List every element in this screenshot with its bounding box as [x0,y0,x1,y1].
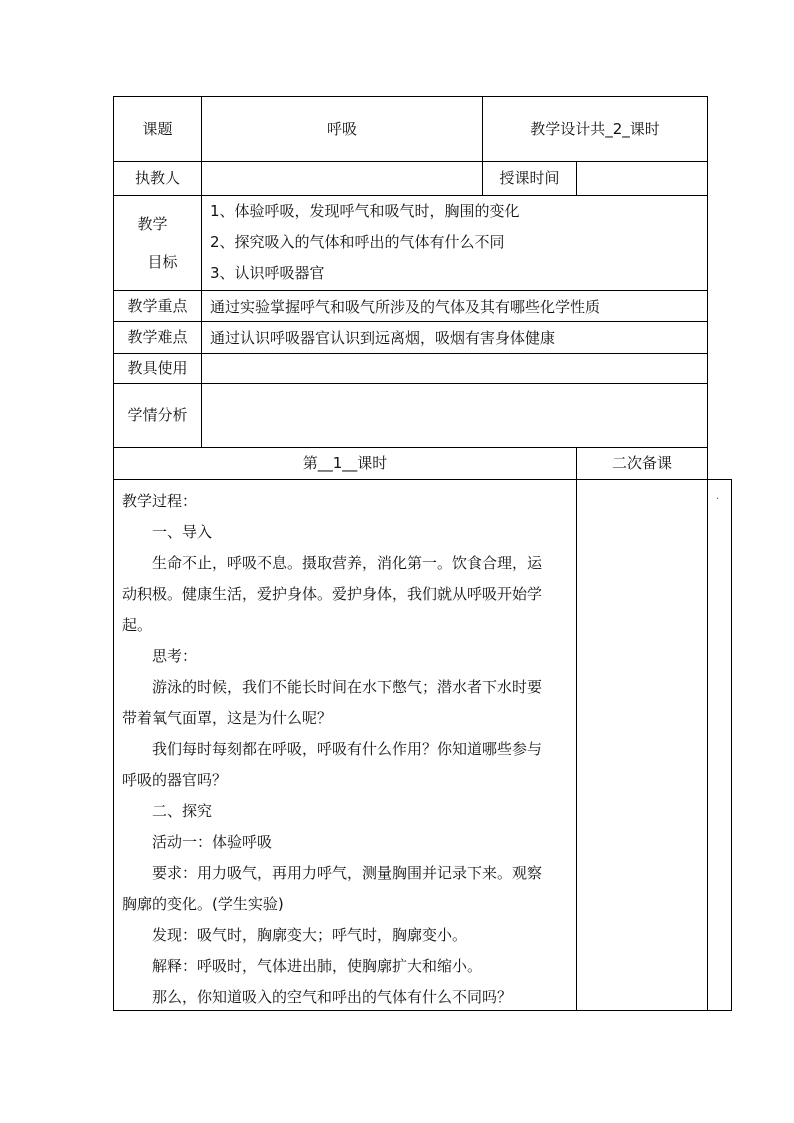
process-line: 要求：用力吸气，再用力呼气，测量胸围并记录下来。观察 [152,864,543,882]
key-points-value-cell [201,290,708,322]
topic-label-cell [113,96,202,162]
goals-label-line2: 目标 [147,253,178,271]
goals-label-cell [113,195,202,291]
time-label: 授课时间 [499,169,560,187]
time-value-cell [576,161,708,196]
teacher-label: 执教人 [134,169,180,187]
goal-item: 3、认识呼吸器官 [210,264,325,282]
session-title: 第__1__课时 [302,454,388,472]
process-line: 活动一：体验呼吸 [152,833,273,851]
analysis-value-cell [201,383,708,448]
key-points-value: 通过实验掌握呼气和吸气所涉及的气体及其有哪些化学性质 [210,297,601,316]
tools-label-cell [113,353,202,384]
process-line: 动积极。健康生活，爱护身体。爱护身体，我们就从呼吸开始学 [122,585,543,603]
process-line: 带着氧气面罩，这是为什么呢？ [122,709,333,727]
design-info: 教学设计共_2_课时 [530,119,660,138]
process-line: 呼吸的器官吗？ [122,771,228,789]
section-heading: 一、导入 [152,523,213,541]
key-points-label-cell [113,290,202,322]
topic-value: 呼吸 [326,119,357,138]
process-line: 胸廓的变化。(学生实验) [122,895,284,913]
teacher-label-cell [113,161,202,196]
goals-label-line1: 教学 [137,215,168,233]
process-line: 起。 [122,616,153,634]
analysis-label-cell [113,383,202,448]
process-line: 那么，你知道吸入的空气和呼出的气体有什么不同吗？ [152,988,513,1006]
process-line: 发现：吸气时，胸廓变大；呼气时，胸廓变小。 [152,926,468,944]
difficulties-value: 通过认识呼吸器官认识到远离烟，吸烟有害身体健康 [210,329,556,347]
session-title-cell [113,447,577,480]
teaching-process [113,479,577,1011]
process-line: 解释：呼吸时，气体进出肺，使胸廓扩大和缩小。 [152,957,483,975]
process-line: 我们每时每刻都在呼吸，呼吸有什么作用？你知道哪些参与 [152,740,543,758]
design-info-cell [482,96,708,162]
stray-mark: · [716,494,720,505]
topic-label: 课题 [142,119,173,138]
goals-list [201,195,708,291]
time-label-cell [482,161,577,196]
difficulties-label-cell [113,321,202,354]
key-points-label: 教学重点 [127,296,188,315]
difficulties-label: 教学难点 [127,328,188,346]
goal-item: 2、探究吸入的气体和呼出的气体有什么不同 [210,233,505,251]
process-heading: 教学过程： [122,492,198,510]
topic-value-cell [201,96,483,162]
analysis-label: 学情分析 [127,406,188,424]
tools-label: 教具使用 [127,359,188,377]
second-prep-label-cell [576,447,708,480]
teacher-value-cell [201,161,483,196]
second-prep-notes-cell [576,479,708,1011]
second-prep-label: 二次备课 [611,454,672,472]
section-heading: 二、探究 [152,802,213,820]
goal-item: 1、体验呼吸，发现呼气和吸气时，胸围的变化 [210,202,520,220]
process-line: 思考： [152,647,198,665]
tools-value-cell [201,353,708,384]
process-line: 生命不止，呼吸不息。摄取营养，消化第一。饮食合理，运 [152,554,543,572]
difficulties-value-cell [201,321,708,354]
process-line: 游泳的时候，我们不能长时间在水下憋气；潜水者下水时要 [152,678,543,696]
outer-margin-cell [707,479,732,1011]
